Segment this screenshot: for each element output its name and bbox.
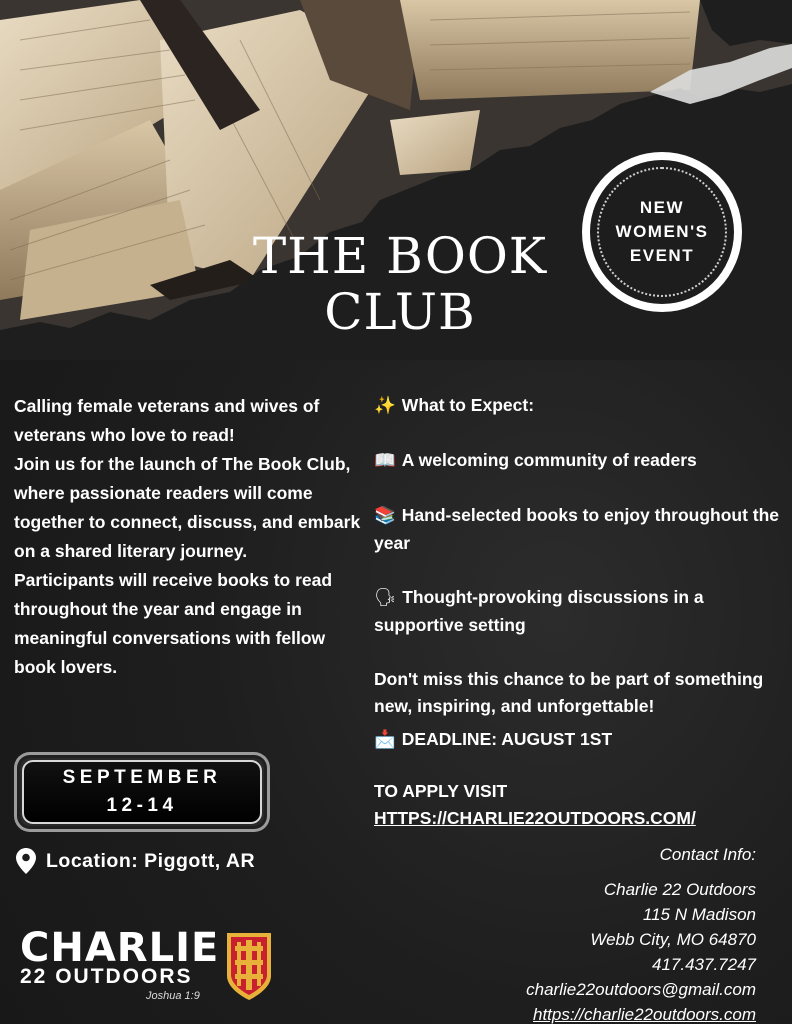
contact-phone: 417.437.7247 bbox=[652, 955, 756, 974]
books-icon: 📚 bbox=[374, 506, 396, 526]
event-location bbox=[16, 848, 255, 874]
expect-heading-text: What to Expect: bbox=[401, 395, 535, 415]
open-book-icon: 📖 bbox=[374, 451, 396, 471]
expect-item-books bbox=[374, 502, 792, 557]
intro-paragraph-2: Join us for the launch of The Book Club, where passionate readers will come together to connect, discuss, and embark on a shared literary journey. bbox=[14, 454, 361, 561]
badge-inner bbox=[590, 160, 734, 304]
title-line-2: CLUB bbox=[324, 283, 476, 341]
shield-icon bbox=[224, 930, 274, 1002]
contact-url[interactable]: https://charlie22outdoors.com bbox=[532, 1005, 756, 1024]
intro-paragraph-3: Participants will receive books to read throughout the year and engage in meaningful conversations with fellow book lovers. bbox=[14, 570, 333, 677]
contact-city: Webb City, MO 64870 bbox=[590, 930, 756, 949]
expect-item-text: Thought-provoking discussions in a supportive setting bbox=[374, 587, 704, 635]
apply-link[interactable]: HTTPS://CHARLIE22OUTDOORS.COM/ bbox=[374, 808, 696, 828]
logo-wordmark: CHARLIE bbox=[20, 925, 220, 971]
apply-label: TO APPLY VISIT bbox=[374, 781, 508, 801]
deadline bbox=[374, 726, 792, 754]
charlie22-logo bbox=[20, 925, 280, 1010]
new-event-badge bbox=[582, 152, 742, 312]
what-to-expect bbox=[374, 392, 792, 754]
title-line-1: THE BOOK bbox=[252, 227, 548, 285]
contact-heading: Contact Info: bbox=[659, 845, 756, 864]
contact-street: 115 N Madison bbox=[642, 905, 756, 924]
contact-info bbox=[396, 842, 756, 1024]
event-title bbox=[250, 228, 550, 340]
location-text: Location: Piggott, AR bbox=[46, 849, 256, 872]
expect-item-text: A welcoming community of readers bbox=[401, 450, 697, 470]
sparkles-icon: ✨ bbox=[374, 396, 396, 416]
logo-verse: Joshua 1:9 bbox=[146, 990, 200, 1002]
date-pill-inner bbox=[22, 760, 262, 824]
event-month: SEPTEMBER bbox=[62, 767, 222, 788]
expect-heading bbox=[374, 392, 792, 420]
contact-org: Charlie 22 Outdoors bbox=[603, 880, 756, 899]
envelope-icon: 📩 bbox=[374, 730, 396, 750]
badge-line-2: WOMEN'S bbox=[615, 222, 709, 241]
intro-text bbox=[14, 392, 364, 682]
contact-email[interactable]: charlie22outdoors@gmail.com bbox=[526, 980, 756, 999]
closing-statement: Don't miss this chance to be part of something new, inspiring, and unforgettable! bbox=[374, 669, 764, 716]
badge-line-1: NEW bbox=[639, 198, 685, 217]
event-date-pill bbox=[14, 752, 270, 832]
expect-item-discussions bbox=[374, 584, 792, 639]
speaking-head-icon: 🗣 bbox=[374, 588, 397, 608]
badge-ring bbox=[597, 167, 727, 297]
logo-subtitle: 22 OUTDOORS bbox=[20, 965, 193, 988]
map-pin-icon bbox=[16, 848, 36, 874]
apply-section bbox=[374, 778, 792, 832]
event-days: 12-14 bbox=[106, 795, 178, 816]
badge-line-3: EVENT bbox=[629, 246, 695, 265]
expect-item-community bbox=[374, 447, 792, 475]
expect-item-text: Hand-selected books to enjoy throughout the year bbox=[374, 505, 780, 553]
intro-paragraph-1: Calling female veterans and wives of veterans who love to read! bbox=[14, 396, 320, 445]
deadline-text: DEADLINE: AUGUST 1ST bbox=[401, 729, 613, 749]
